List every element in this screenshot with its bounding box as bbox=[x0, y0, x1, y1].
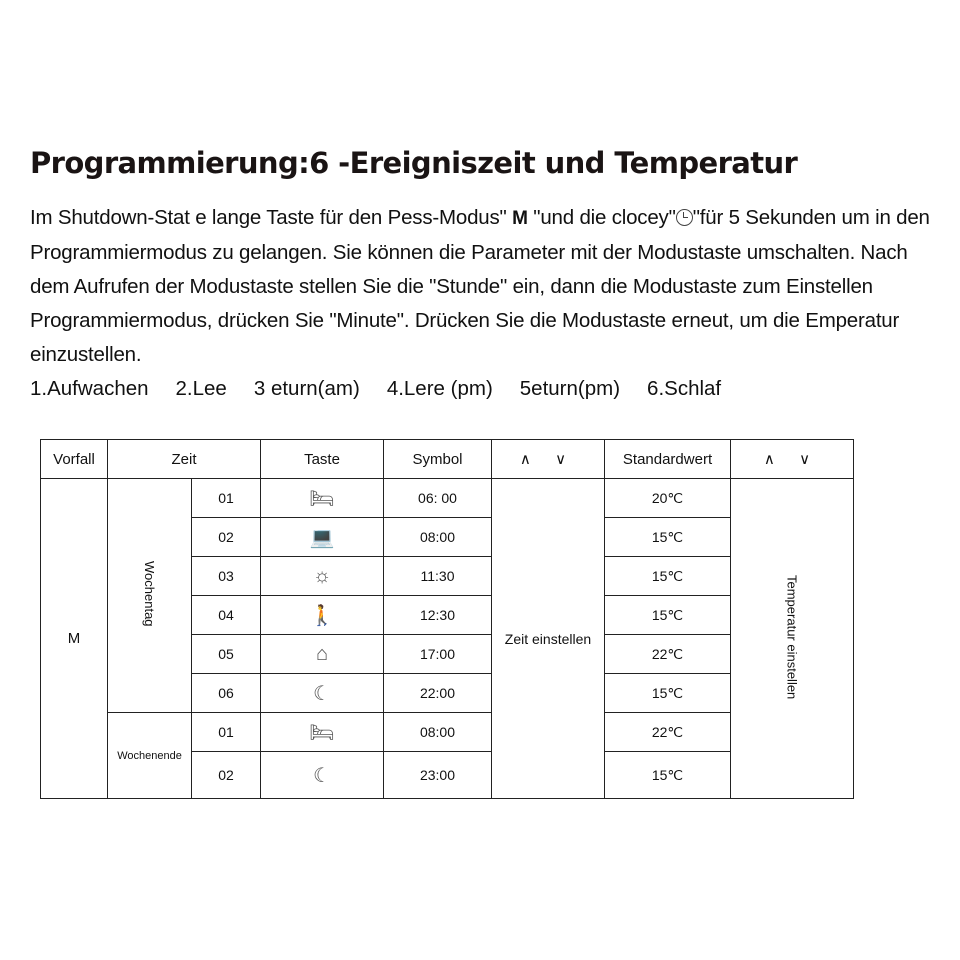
instr-text-3: "für 5 Sekunden um in den Programmiermodus zu gelangen. Sie können die Parameter mit der Modustaste umschalten. Nach dem Aufrufen der Modustaste stellen Sie die "Stunde" ein, dann die Modustaste zum Einstellen Programmiermodus, drücken Sie "Minute". Drücken Sie die Modustaste erneut, um die Emperatur einzustellen. bbox=[30, 206, 930, 366]
table-header bbox=[41, 440, 854, 479]
event-number: 04 bbox=[192, 596, 261, 635]
event-time: 23:00 bbox=[384, 752, 492, 799]
home-icon: ⌂ bbox=[261, 635, 384, 674]
default-temp: 22℃ bbox=[605, 713, 731, 752]
header-zeit: Zeit bbox=[108, 440, 261, 479]
event-number: 06 bbox=[192, 674, 261, 713]
set-temp-cell bbox=[731, 479, 854, 799]
default-temp: 15℃ bbox=[605, 674, 731, 713]
event-number: 02 bbox=[192, 518, 261, 557]
mode-key-label: M bbox=[512, 208, 528, 229]
sun-icon: ☼ bbox=[261, 557, 384, 596]
event-time: 06: 00 bbox=[384, 479, 492, 518]
event-time: 11:30 bbox=[384, 557, 492, 596]
page-title: Programmierung:6 -Ereigniszeit und Temperatur bbox=[30, 146, 798, 180]
event-number: 02 bbox=[192, 752, 261, 799]
schedule-table bbox=[40, 439, 854, 799]
event-item: 3 eturn(am) bbox=[253, 377, 360, 400]
weekday-label bbox=[108, 479, 192, 713]
default-temp: 22℃ bbox=[605, 635, 731, 674]
event-number: 01 bbox=[192, 479, 261, 518]
wake-up-icon: 🛏 bbox=[261, 713, 384, 752]
event-time: 12:30 bbox=[384, 596, 492, 635]
instructions bbox=[30, 201, 935, 372]
set-time-cell: Zeit einstellen bbox=[492, 479, 605, 799]
up-down-arrows-icon: ∧ ∨ bbox=[731, 440, 854, 479]
weekend-label: Wochenende bbox=[108, 713, 192, 799]
event-time: 17:00 bbox=[384, 635, 492, 674]
event-item: 2.Lee bbox=[175, 377, 227, 400]
default-temp: 15℃ bbox=[605, 596, 731, 635]
event-list bbox=[30, 377, 748, 401]
instr-text-2: "und die clocey" bbox=[527, 206, 676, 229]
event-item: 6.Schlaf bbox=[647, 377, 722, 400]
event-item: 5eturn(pm) bbox=[519, 377, 621, 400]
clock-icon bbox=[676, 209, 693, 226]
event-time: 08:00 bbox=[384, 713, 492, 752]
default-temp: 15℃ bbox=[605, 518, 731, 557]
header-standardwert: Standardwert bbox=[605, 440, 731, 479]
event-number: 01 bbox=[192, 713, 261, 752]
work-desk-icon: 💻 bbox=[261, 518, 384, 557]
moon-stars-icon: ☾ bbox=[261, 674, 384, 713]
mode-cell: M bbox=[41, 479, 108, 799]
default-temp: 20℃ bbox=[605, 479, 731, 518]
instr-text-1: Im Shutdown-Stat e lange Taste für den Pess-Modus" bbox=[30, 206, 513, 229]
event-item: 1.Aufwachen bbox=[30, 377, 149, 400]
default-temp: 15℃ bbox=[605, 557, 731, 596]
up-down-arrows-icon: ∧ ∨ bbox=[492, 440, 605, 479]
event-number: 05 bbox=[192, 635, 261, 674]
header-taste: Taste bbox=[261, 440, 384, 479]
header-vorfall: Vorfall bbox=[41, 440, 108, 479]
default-temp: 15℃ bbox=[605, 752, 731, 799]
event-time: 08:00 bbox=[384, 518, 492, 557]
walking-person-icon: 🚶 bbox=[261, 596, 384, 635]
header-symbol: Symbol bbox=[384, 440, 492, 479]
table-row bbox=[41, 479, 854, 518]
event-time: 22:00 bbox=[384, 674, 492, 713]
set-temp-text: Temperatur einstellen bbox=[784, 574, 800, 700]
event-number: 03 bbox=[192, 557, 261, 596]
wake-up-icon: 🛏 bbox=[261, 479, 384, 518]
weekday-text: Wochentag bbox=[142, 561, 157, 627]
event-item: 4.Lere (pm) bbox=[386, 377, 493, 400]
moon-stars-icon: ☾ bbox=[261, 752, 384, 799]
